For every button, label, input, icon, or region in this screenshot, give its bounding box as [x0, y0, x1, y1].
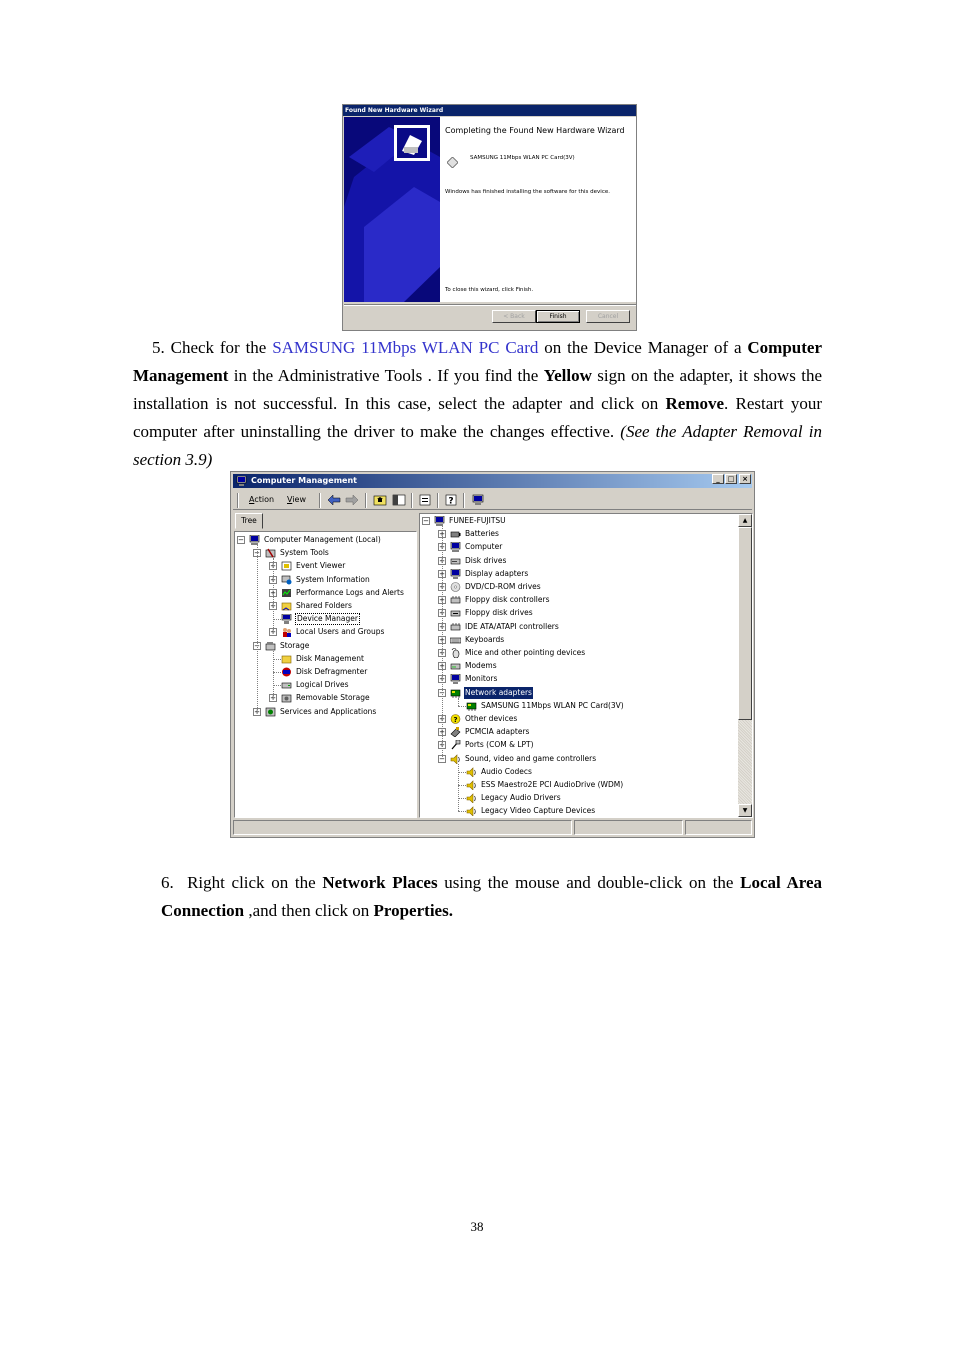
- tree-item-label: Services and Applications: [280, 706, 377, 716]
- tree-connector: [458, 785, 466, 786]
- expand-toggle[interactable]: +: [439, 530, 445, 539]
- tree-connector: [273, 558, 274, 632]
- remove-bold: Remove: [665, 394, 725, 413]
- tree-tab-strip: [235, 513, 418, 529]
- tree-item[interactable]: [420, 805, 752, 817]
- tree-item-label: Audio Codecs: [481, 766, 532, 776]
- tree-item[interactable]: [420, 581, 752, 593]
- users-icon: [281, 627, 292, 637]
- tree-item[interactable]: [420, 739, 752, 751]
- tree-item[interactable]: [420, 541, 752, 553]
- tree-connector: [257, 545, 258, 712]
- close-button[interactable]: ×: [739, 474, 751, 484]
- computer-icon: [450, 542, 461, 552]
- tools-icon: [265, 548, 276, 558]
- tree-item-label: System Tools: [280, 548, 329, 558]
- tree-item[interactable]: [235, 692, 416, 704]
- tree-item-label: IDE ATA/ATAPI controllers: [465, 621, 559, 631]
- system-info-icon: [281, 575, 292, 585]
- step-6-text: Right click on the: [187, 873, 316, 892]
- toolbar-separator: [365, 493, 367, 508]
- speaker-icon: [466, 767, 477, 777]
- tree-item-label: Storage: [280, 640, 310, 650]
- tree-connector: [458, 698, 459, 706]
- tree-connector: [458, 764, 459, 812]
- tree-item[interactable]: [420, 753, 752, 765]
- tree-item-label: Performance Logs and Alerts: [296, 587, 404, 597]
- step-5-paragraph: [133, 334, 822, 474]
- toolbar-grip: [237, 493, 239, 508]
- cm-window-title: Computer Management: [251, 476, 357, 485]
- cm-toolbar: [233, 490, 752, 510]
- tree-item-label: Sound, video and game controllers: [465, 753, 597, 763]
- toolbar-separator: [319, 493, 321, 508]
- tree-item[interactable]: [235, 653, 416, 665]
- local-area-connection-bold: Local Area Connection: [161, 873, 823, 920]
- found-new-hardware-wizard-screenshot: [342, 104, 637, 331]
- tree-item-label: Batteries: [465, 529, 499, 539]
- modem-icon: [450, 661, 461, 671]
- controller-icon: [450, 595, 461, 605]
- tree-item[interactable]: [420, 779, 752, 791]
- tree-item[interactable]: [420, 660, 752, 672]
- disk-management-icon: [281, 654, 292, 664]
- collapse-toggle[interactable]: −: [439, 688, 445, 697]
- removable-storage-icon: [281, 693, 292, 703]
- mouse-icon: [450, 648, 461, 658]
- tree-item-label: Removable Storage: [296, 693, 370, 703]
- tree-item-label: Disk Management: [296, 653, 364, 663]
- tree-item[interactable]: [420, 673, 752, 685]
- tree-item-label: DVD/CD-ROM drives: [465, 582, 541, 591]
- product-name-highlight: SAMSUNG 11Mbps WLAN PC Card: [272, 338, 539, 357]
- adapter-removal-reference: (See the Adapter Removal in section 3.9): [133, 422, 823, 469]
- status-cell: [233, 820, 572, 835]
- tree-item-label: Legacy Video Capture Devices: [481, 806, 596, 816]
- expand-toggle[interactable]: +: [439, 596, 445, 605]
- tree-connector: [273, 651, 274, 699]
- tree-item-label: Other devices: [465, 714, 518, 723]
- expand-toggle[interactable]: +: [270, 602, 276, 610]
- tree-item[interactable]: [235, 560, 416, 572]
- question-icon: [450, 714, 461, 724]
- tree-item[interactable]: [235, 547, 416, 559]
- scroll-down-button[interactable]: ▼: [738, 804, 752, 817]
- scan-hardware-icon[interactable]: [471, 494, 485, 506]
- tree-item[interactable]: [420, 647, 752, 659]
- tree-item[interactable]: [235, 679, 416, 691]
- step-5-text: Check for the: [170, 338, 267, 357]
- tree-item-label: PCMCIA adapters: [465, 727, 530, 737]
- computer-management-bold: Computer Management: [133, 338, 823, 385]
- pcmcia-icon: [450, 727, 461, 737]
- toolbar-separator: [437, 493, 439, 508]
- toolbar-separator: [411, 493, 413, 508]
- collapse-toggle[interactable]: −: [423, 517, 429, 525]
- expand-toggle[interactable]: +: [439, 649, 445, 657]
- tree-item[interactable]: [420, 568, 752, 580]
- speaker-icon: [466, 793, 477, 803]
- tree-connector: [442, 526, 443, 759]
- port-icon: [450, 740, 461, 750]
- tree-item[interactable]: [235, 613, 416, 625]
- status-bar: [233, 820, 752, 835]
- computer-icon: [434, 516, 445, 526]
- expand-toggle[interactable]: +: [439, 556, 445, 565]
- shared-folder-icon: [281, 601, 292, 611]
- tree-item-label: Display adapters: [465, 568, 529, 578]
- wizard-separator: [344, 304, 636, 306]
- performance-icon: [281, 588, 292, 598]
- tree-item[interactable]: [420, 634, 752, 646]
- computer-management-screenshot: [230, 471, 755, 838]
- tree-item-label: Ports (COM & LPT): [465, 740, 534, 750]
- network-places-bold: Network Places: [322, 873, 438, 892]
- scrollbar-thumb[interactable]: [738, 527, 752, 720]
- drive-icon: [281, 680, 292, 690]
- step-5-text: on the Device Manager of a: [544, 338, 742, 357]
- tree-item-label: Floppy disk drives: [465, 608, 533, 618]
- tree-item-label: Event Viewer: [296, 561, 346, 571]
- storage-icon: [265, 641, 276, 651]
- event-viewer-icon: [281, 561, 292, 571]
- tree-connector: [273, 685, 281, 686]
- wizard-content-pane: [440, 117, 636, 302]
- expand-toggle[interactable]: +: [270, 588, 276, 597]
- computer-management-icon: [236, 476, 247, 486]
- action-menu[interactable]: Action: [249, 495, 275, 504]
- expand-toggle[interactable]: +: [439, 715, 445, 723]
- tree-item[interactable]: [420, 621, 752, 633]
- help-icon[interactable]: [444, 494, 458, 506]
- collapse-toggle[interactable]: −: [238, 536, 244, 544]
- tree-connector: [458, 706, 466, 707]
- tree-connector: [458, 811, 466, 812]
- tree-item-label: FUNEE-FUJITSU: [449, 516, 506, 525]
- up-folder-icon[interactable]: [373, 494, 387, 506]
- tree-item[interactable]: [420, 687, 752, 699]
- maximize-button[interactable]: □: [725, 474, 737, 484]
- monitor-icon: [450, 674, 461, 684]
- tree-item-label: Monitors: [465, 674, 498, 684]
- services-icon: [265, 707, 276, 717]
- yellow-bold: Yellow: [543, 366, 592, 385]
- tree-item[interactable]: [235, 626, 416, 638]
- tree-item[interactable]: [235, 640, 416, 652]
- tree-item-label: Logical Drives: [296, 680, 349, 690]
- tree-item-label: Keyboards: [465, 634, 505, 644]
- tree-connector: [273, 672, 281, 673]
- device-manager-pane[interactable]: [419, 513, 753, 818]
- collapse-toggle[interactable]: −: [254, 641, 260, 650]
- collapse-toggle[interactable]: −: [254, 549, 260, 558]
- wizard-banner-graphic: [344, 117, 440, 302]
- status-cell: [574, 820, 683, 835]
- wizard-close-instructions: To close this wizard, click Finish.: [445, 287, 534, 293]
- tree-connector: [273, 659, 281, 660]
- expand-toggle[interactable]: +: [439, 583, 445, 591]
- speaker-icon: [450, 754, 461, 764]
- step-6-text: using the mouse and double-click on the: [444, 873, 734, 892]
- tree-item-label: SAMSUNG 11Mbps WLAN PC Card(3V): [481, 700, 624, 710]
- tree-item[interactable]: [420, 766, 752, 778]
- tree-item[interactable]: [235, 706, 416, 718]
- wizard-title-bar: Found New Hardware Wizard: [343, 105, 636, 116]
- tab-tree[interactable]: Tree: [235, 513, 263, 529]
- finish-button[interactable]: Finish: [536, 310, 580, 323]
- cdrom-icon: [450, 582, 461, 592]
- defragmenter-icon: [281, 667, 292, 677]
- back-arrow-icon[interactable]: [327, 494, 341, 506]
- minimize-button[interactable]: _: [712, 474, 724, 484]
- expand-toggle[interactable]: +: [254, 707, 260, 716]
- tree-connector: [273, 619, 281, 620]
- tree-item[interactable]: [420, 515, 752, 527]
- tree-item-label: System Information: [296, 574, 370, 584]
- back-button[interactable]: < Back: [492, 310, 536, 323]
- tree-item[interactable]: [235, 600, 416, 612]
- expand-toggle[interactable]: +: [439, 675, 445, 684]
- expand-toggle[interactable]: +: [270, 694, 276, 703]
- wizard-heading: Completing the Found New Hardware Wizard: [445, 126, 625, 135]
- cancel-button[interactable]: Cancel: [586, 310, 630, 323]
- tree-item[interactable]: [235, 587, 416, 599]
- tree-item[interactable]: [420, 607, 752, 619]
- step-5-number: 5.: [152, 338, 165, 357]
- tree-item[interactable]: [420, 528, 752, 540]
- battery-icon: [450, 529, 461, 539]
- page-number: 38: [470, 1219, 484, 1234]
- tree-item[interactable]: [420, 792, 752, 804]
- tree-item[interactable]: [235, 666, 416, 678]
- properties-bold: Properties.: [373, 901, 453, 920]
- step-6-text: ,and then click on: [248, 901, 370, 920]
- expand-toggle[interactable]: +: [439, 662, 445, 671]
- show-tree-icon[interactable]: [392, 494, 406, 506]
- expand-toggle[interactable]: +: [439, 543, 445, 552]
- pc-card-icon: [447, 157, 458, 168]
- forward-arrow-icon[interactable]: [345, 494, 359, 506]
- collapse-toggle[interactable]: −: [439, 754, 445, 763]
- step-5-text: . Restart your computer after uninstalling the driver to make the changes effective.: [133, 394, 822, 441]
- tree-item-label: Computer Management (Local): [264, 535, 381, 544]
- speaker-icon: [466, 780, 477, 790]
- tree-item-label: Shared Folders: [296, 601, 352, 610]
- tree-item[interactable]: [235, 534, 416, 546]
- tree-item[interactable]: [420, 713, 752, 725]
- tree-item[interactable]: [420, 700, 752, 712]
- tree-item[interactable]: [420, 555, 752, 567]
- computer-icon: [249, 535, 260, 545]
- status-cell: [685, 820, 752, 835]
- step-5-text: in the Administrative Tools . If you find the: [233, 366, 539, 385]
- network-adapter-icon: [450, 688, 461, 698]
- wizard-finished-text: Windows has finished installing the software for this device.: [445, 189, 610, 195]
- expand-toggle[interactable]: +: [270, 628, 276, 637]
- tree-item-label: ESS Maestro2E PCI AudioDrive (WDM): [481, 780, 624, 789]
- tree-item[interactable]: [420, 726, 752, 738]
- vertical-scrollbar[interactable]: [738, 514, 752, 817]
- wizard-device-name: SAMSUNG 11Mbps WLAN PC Card(3V): [470, 155, 575, 161]
- expand-toggle[interactable]: +: [439, 741, 445, 750]
- tree-item[interactable]: [235, 574, 416, 586]
- controller-icon: [450, 622, 461, 632]
- console-tree-pane[interactable]: [234, 531, 417, 818]
- tree-item-label: Modems: [465, 661, 497, 671]
- tree-item-label: Disk Defragmenter: [296, 667, 368, 676]
- tree-item[interactable]: [420, 594, 752, 606]
- svg-text:?: ?: [448, 496, 454, 506]
- tree-item-label: Floppy disk controllers: [465, 595, 550, 605]
- tree-item-label: Mice and other pointing devices: [465, 648, 586, 657]
- expand-toggle[interactable]: +: [439, 569, 445, 578]
- tree-item-label: Network adapters: [465, 687, 532, 697]
- scroll-up-button[interactable]: ▲: [738, 514, 752, 527]
- network-adapter-icon: [466, 701, 477, 711]
- tree-item-label: Legacy Audio Drivers: [481, 793, 561, 803]
- tree-connector: [458, 798, 466, 799]
- expand-toggle[interactable]: +: [270, 575, 276, 584]
- properties-icon[interactable]: [418, 494, 432, 506]
- step-6-paragraph: [161, 869, 822, 925]
- device-manager-icon: [281, 614, 292, 624]
- svg-text:?: ?: [453, 716, 458, 724]
- tree-connector: [458, 772, 466, 773]
- monitor-icon: [450, 569, 461, 579]
- expand-toggle[interactable]: +: [439, 622, 445, 631]
- keyboard-icon: [450, 635, 461, 645]
- expand-toggle[interactable]: +: [439, 635, 445, 644]
- disk-drive-icon: [450, 556, 461, 566]
- toolbar-separator: [463, 493, 465, 508]
- view-menu[interactable]: View: [287, 495, 306, 504]
- floppy-icon: [450, 608, 461, 618]
- cm-title-bar: [233, 474, 752, 488]
- expand-toggle[interactable]: +: [439, 728, 445, 737]
- tree-item-label: Computer: [465, 542, 503, 552]
- expand-toggle[interactable]: +: [439, 609, 445, 618]
- speaker-icon: [466, 806, 477, 816]
- tree-item-label: Device Manager: [297, 614, 358, 624]
- wizard-side-banner: [344, 117, 440, 302]
- tree-item-label: Disk drives: [465, 555, 507, 565]
- tree-item-label: Local Users and Groups: [296, 627, 385, 637]
- expand-toggle[interactable]: +: [270, 562, 276, 571]
- step-6-number: 6.: [161, 873, 174, 892]
- step-5-text: sign on the adapter, it shows the installation is not successful. In this case, select the adapter and click on: [133, 366, 823, 413]
